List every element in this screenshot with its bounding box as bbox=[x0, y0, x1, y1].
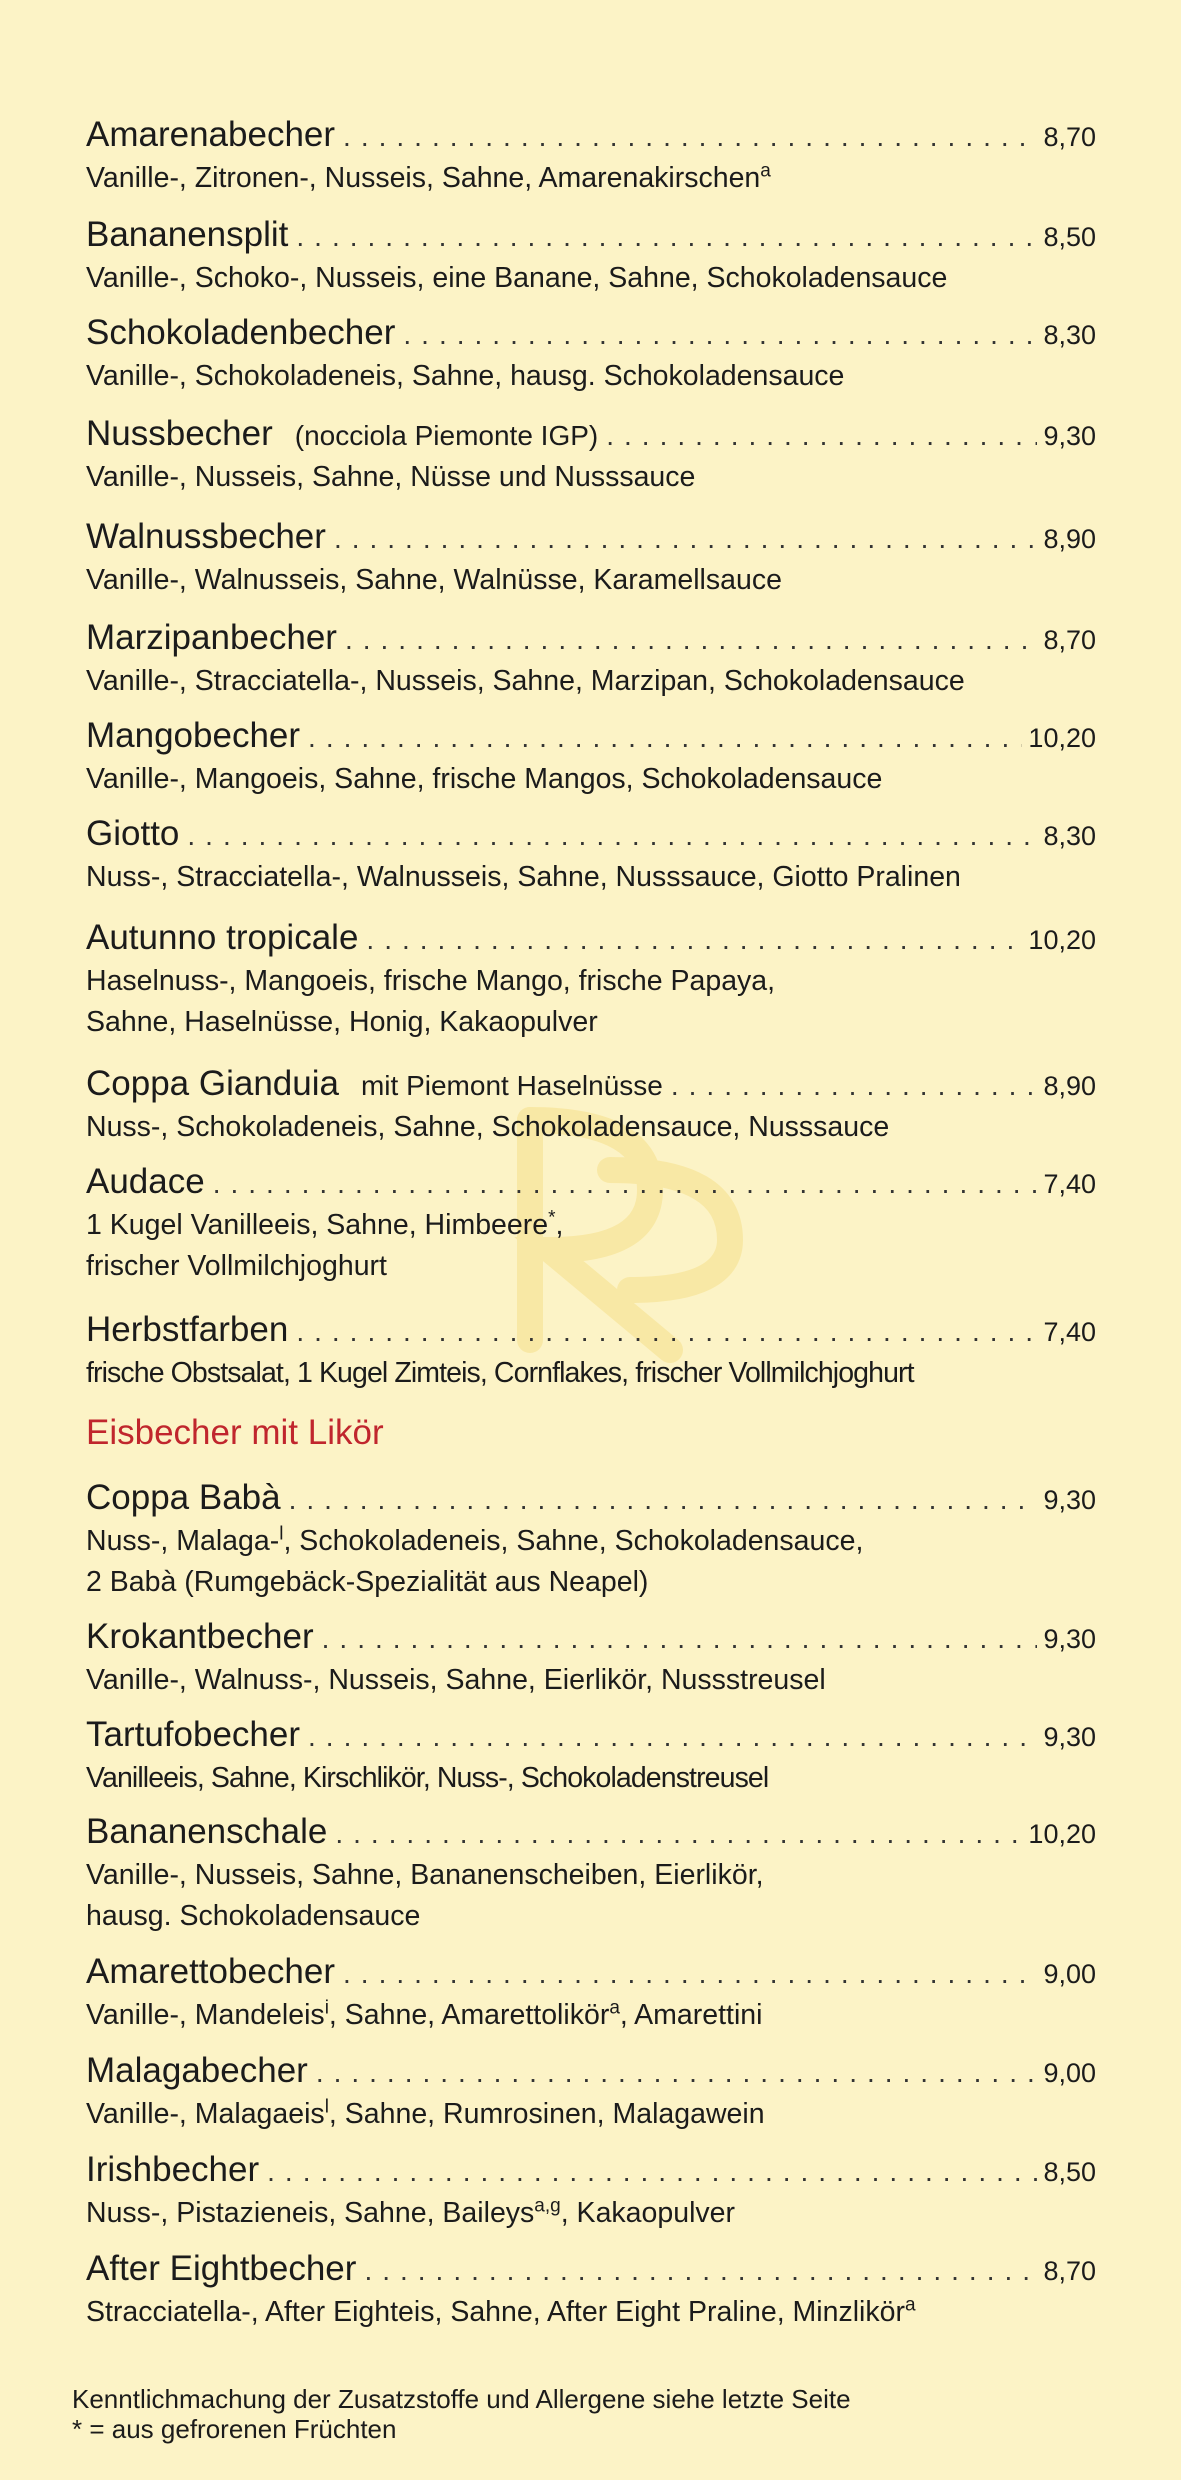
description-text: , Sahne, Amarettolikör bbox=[328, 1999, 610, 2031]
item-description bbox=[86, 158, 1096, 199]
description-text: Vanille-, Schoko-, Nusseis, eine Banane, Sahne, Schokoladensauce bbox=[86, 262, 948, 294]
item-description bbox=[86, 457, 1096, 498]
description-text: , Schokoladeneis, Sahne, Schokoladensauce, bbox=[283, 1525, 864, 1557]
menu-item bbox=[86, 811, 1096, 898]
dot-leader bbox=[345, 624, 1037, 656]
item-price: 8,90 bbox=[1043, 1071, 1096, 1101]
dot-leader bbox=[343, 1958, 1037, 1990]
item-name: Coppa Babà bbox=[86, 1478, 281, 1517]
item-description bbox=[86, 1353, 1096, 1394]
dot-leader bbox=[296, 221, 1037, 253]
item-note: mit Piemont Haselnüsse bbox=[360, 1070, 663, 1101]
dot-leader bbox=[308, 722, 1022, 754]
menu-item bbox=[86, 1712, 1096, 1799]
item-price: 8,70 bbox=[1043, 122, 1096, 152]
description-text: , Amarettini bbox=[619, 1999, 763, 2031]
item-header bbox=[86, 1949, 1096, 1995]
item-description bbox=[86, 759, 1096, 800]
item-header bbox=[86, 1475, 1096, 1521]
menu-item bbox=[86, 1614, 1096, 1701]
item-description bbox=[86, 1660, 1096, 1701]
description-text: Stracciatella-, After Eighteis, Sahne, After Eight Praline, Minzlikör bbox=[86, 2296, 905, 2328]
item-description bbox=[86, 2094, 1096, 2135]
menu-item bbox=[86, 2246, 1096, 2333]
item-price: 9,30 bbox=[1043, 1722, 1096, 1752]
description-text: Vanille-, Stracciatella-, Nusseis, Sahne, Marzipan, Schokoladensauce bbox=[86, 665, 965, 697]
dot-leader bbox=[671, 1070, 1038, 1102]
dot-leader bbox=[335, 1818, 1022, 1850]
footnote-frozen: * = aus gefrorenen Früchten bbox=[72, 2414, 397, 2444]
item-description bbox=[86, 560, 1096, 601]
menu-item bbox=[86, 713, 1096, 800]
item-name: Autunno tropicale bbox=[86, 918, 359, 957]
item-name: Schokoladenbecher bbox=[86, 313, 396, 352]
item-name: Mangobecher bbox=[86, 716, 301, 755]
item-name: Coppa Gianduia bbox=[86, 1064, 339, 1103]
menu bbox=[86, 112, 1096, 2333]
footnote-allergens: Kenntlichmachung der Zusatzstoffe und Allergene siehe letzte Seite bbox=[72, 2384, 851, 2414]
description-text: Haselnuss-, Mangoeis, frische Mango, frische Papaya, bbox=[86, 965, 776, 997]
item-price: 10,20 bbox=[1028, 723, 1096, 753]
dot-leader bbox=[296, 1316, 1037, 1348]
item-price: 10,20 bbox=[1028, 1819, 1096, 1849]
item-description bbox=[86, 2292, 1096, 2333]
menu-item bbox=[86, 1307, 1096, 1394]
description-text: , Kakaopulver bbox=[560, 2197, 735, 2229]
item-name: Giotto bbox=[86, 814, 180, 853]
dot-leader bbox=[316, 2057, 1038, 2089]
allergen-mark: * bbox=[548, 1207, 556, 1229]
item-header bbox=[86, 411, 1096, 457]
description-text: frische Obstsalat, 1 Kugel Zimteis, Cornflakes, frischer Vollmilchjoghurt bbox=[86, 1357, 914, 1389]
dessert-list bbox=[86, 112, 1096, 1394]
item-description bbox=[86, 2193, 1096, 2234]
dot-leader bbox=[322, 1623, 1038, 1655]
item-price: 8,50 bbox=[1043, 222, 1096, 252]
item-header bbox=[86, 514, 1096, 560]
description-text: 2 Babà (Rumgebäck-Spezialität aus Neapel) bbox=[86, 1566, 649, 1598]
item-description bbox=[86, 857, 1096, 898]
item-description bbox=[86, 961, 1096, 1043]
menu-item bbox=[86, 212, 1096, 299]
description-text: Nuss-, Stracciatella-, Walnusseis, Sahne, Nusssauce, Giotto Pralinen bbox=[86, 861, 961, 893]
description-text: frischer Vollmilchjoghurt bbox=[86, 1250, 387, 1282]
menu-item bbox=[86, 514, 1096, 601]
dot-leader bbox=[289, 1484, 1038, 1516]
item-description bbox=[86, 1205, 1096, 1287]
item-price: 8,70 bbox=[1043, 2256, 1096, 2286]
description-text: Vanille-, Mangoeis, Sahne, frische Mangos, Schokoladensauce bbox=[86, 763, 883, 795]
item-header bbox=[86, 615, 1096, 661]
item-price: 8,50 bbox=[1043, 2157, 1096, 2187]
item-note: (nocciola Piemonte IGP) bbox=[294, 420, 599, 451]
description-text: Vanille-, Mandeleis bbox=[86, 1999, 325, 2031]
description-text: Vanille-, Walnusseis, Sahne, Walnüsse, Karamellsauce bbox=[86, 564, 782, 596]
item-description bbox=[86, 1107, 1096, 1148]
description-text: Vanilleeis, Sahne, Kirschlikör, Nuss-, Schokoladenstreusel bbox=[86, 1762, 769, 1794]
dot-leader bbox=[308, 1721, 1037, 1753]
item-header bbox=[86, 915, 1096, 961]
dot-leader bbox=[364, 2255, 1037, 2287]
section-title: Eisbecher mit Likör bbox=[86, 1413, 384, 1452]
dot-leader bbox=[343, 121, 1037, 153]
allergen-mark: l bbox=[324, 2096, 329, 2118]
item-header bbox=[86, 811, 1096, 857]
item-header bbox=[86, 1712, 1096, 1758]
item-price: 8,30 bbox=[1043, 320, 1096, 350]
dot-leader bbox=[403, 319, 1037, 351]
allergen-mark: l bbox=[279, 1523, 284, 1545]
item-name: Bananenschale bbox=[86, 1812, 328, 1851]
menu-item bbox=[86, 411, 1096, 498]
item-description bbox=[86, 1995, 1096, 2036]
item-name: Amarenabecher bbox=[86, 115, 336, 154]
item-price: 7,40 bbox=[1043, 1317, 1096, 1347]
item-price: 9,00 bbox=[1043, 1959, 1096, 1989]
item-header bbox=[86, 1614, 1096, 1660]
item-header bbox=[86, 713, 1096, 759]
dot-leader bbox=[334, 523, 1038, 555]
menu-item bbox=[86, 2147, 1096, 2234]
item-price: 9,00 bbox=[1043, 2058, 1096, 2088]
item-name: Tartufobecher bbox=[86, 1715, 301, 1754]
item-name: Walnussbecher bbox=[86, 517, 326, 556]
item-header bbox=[86, 112, 1096, 158]
item-description bbox=[86, 258, 1096, 299]
description-text: Vanille-, Walnuss-, Nusseis, Sahne, Eierlikör, Nussstreusel bbox=[86, 1664, 826, 1696]
description-text: hausg. Schokoladensauce bbox=[86, 1900, 421, 1932]
menu-item bbox=[86, 310, 1096, 397]
item-header bbox=[86, 1809, 1096, 1855]
allergen-mark: a bbox=[904, 2294, 916, 2316]
menu-item bbox=[86, 1061, 1096, 1148]
item-price: 9,30 bbox=[1043, 1485, 1096, 1515]
item-name: Nussbecher bbox=[86, 414, 273, 453]
allergen-mark: a bbox=[609, 1997, 620, 2019]
dot-leader bbox=[366, 924, 1022, 956]
allergen-mark: a,g bbox=[534, 2195, 561, 2217]
item-name: Audace bbox=[86, 1162, 205, 1201]
item-price: 7,40 bbox=[1043, 1169, 1096, 1199]
item-description bbox=[86, 661, 1096, 702]
description-text: Vanille-, Nusseis, Sahne, Bananenscheiben, Eierlikör, bbox=[86, 1859, 764, 1891]
item-name: Krokantbecher bbox=[86, 1617, 314, 1656]
item-header bbox=[86, 2246, 1096, 2292]
dot-leader bbox=[187, 820, 1037, 852]
allergen-mark: a bbox=[760, 160, 771, 182]
menu-item bbox=[86, 1159, 1096, 1287]
item-header bbox=[86, 1061, 1096, 1107]
description-text: Sahne, Haselnüsse, Honig, Kakaopulver bbox=[86, 1006, 598, 1038]
menu-item bbox=[86, 915, 1096, 1043]
allergen-mark: i bbox=[324, 1997, 329, 2019]
item-price: 8,90 bbox=[1043, 524, 1096, 554]
description-text: Vanille-, Nusseis, Sahne, Nüsse und Nusssauce bbox=[86, 461, 696, 493]
item-name: Irishbecher bbox=[86, 2150, 260, 2189]
dot-leader bbox=[267, 2156, 1037, 2188]
item-description bbox=[86, 1855, 1096, 1937]
item-name: Amarettobecher bbox=[86, 1952, 336, 1991]
item-price: 9,30 bbox=[1043, 1624, 1096, 1654]
dot-leader bbox=[213, 1168, 1038, 1200]
item-name: After Eightbecher bbox=[86, 2249, 357, 2288]
dot-leader bbox=[606, 420, 1037, 452]
item-price: 8,70 bbox=[1043, 625, 1096, 655]
description-text: , Sahne, Rumrosinen, Malagawein bbox=[328, 2098, 765, 2130]
item-price: 8,30 bbox=[1043, 821, 1096, 851]
description-text: Nuss-, Malaga- bbox=[86, 1525, 280, 1557]
menu-item bbox=[86, 1809, 1096, 1937]
item-header bbox=[86, 2147, 1096, 2193]
description-text: , bbox=[555, 1209, 564, 1241]
item-name: Marzipanbecher bbox=[86, 618, 337, 657]
description-text: Vanille-, Zitronen-, Nusseis, Sahne, Amarenakirschen bbox=[86, 162, 761, 194]
item-header bbox=[86, 1159, 1096, 1205]
item-header bbox=[86, 310, 1096, 356]
item-name: Herbstfarben bbox=[86, 1310, 289, 1349]
liqueur-dessert-list bbox=[86, 1475, 1096, 2333]
description-text: Vanille-, Malagaeis bbox=[86, 2098, 325, 2130]
item-description bbox=[86, 356, 1096, 397]
menu-item bbox=[86, 2048, 1096, 2135]
description-text: Nuss-, Pistazieneis, Sahne, Baileys bbox=[86, 2197, 535, 2229]
footnotes bbox=[72, 2384, 1132, 2444]
item-price: 9,30 bbox=[1043, 421, 1096, 451]
menu-item bbox=[86, 1949, 1096, 2036]
menu-item bbox=[86, 615, 1096, 702]
menu-item bbox=[86, 112, 1096, 199]
item-description bbox=[86, 1758, 1096, 1799]
item-header bbox=[86, 2048, 1096, 2094]
item-price: 10,20 bbox=[1028, 925, 1096, 955]
description-text: Nuss-, Schokoladeneis, Sahne, Schokoladensauce, Nusssauce bbox=[86, 1111, 890, 1143]
description-text: 1 Kugel Vanilleeis, Sahne, Himbeere bbox=[86, 1209, 549, 1241]
item-name: Bananensplit bbox=[86, 215, 289, 254]
item-description bbox=[86, 1521, 1096, 1603]
description-text: Vanille-, Schokoladeneis, Sahne, hausg. Schokoladensauce bbox=[86, 360, 845, 392]
menu-item bbox=[86, 1475, 1096, 1603]
item-header bbox=[86, 1307, 1096, 1353]
item-name: Malagabecher bbox=[86, 2051, 308, 2090]
item-header bbox=[86, 212, 1096, 258]
